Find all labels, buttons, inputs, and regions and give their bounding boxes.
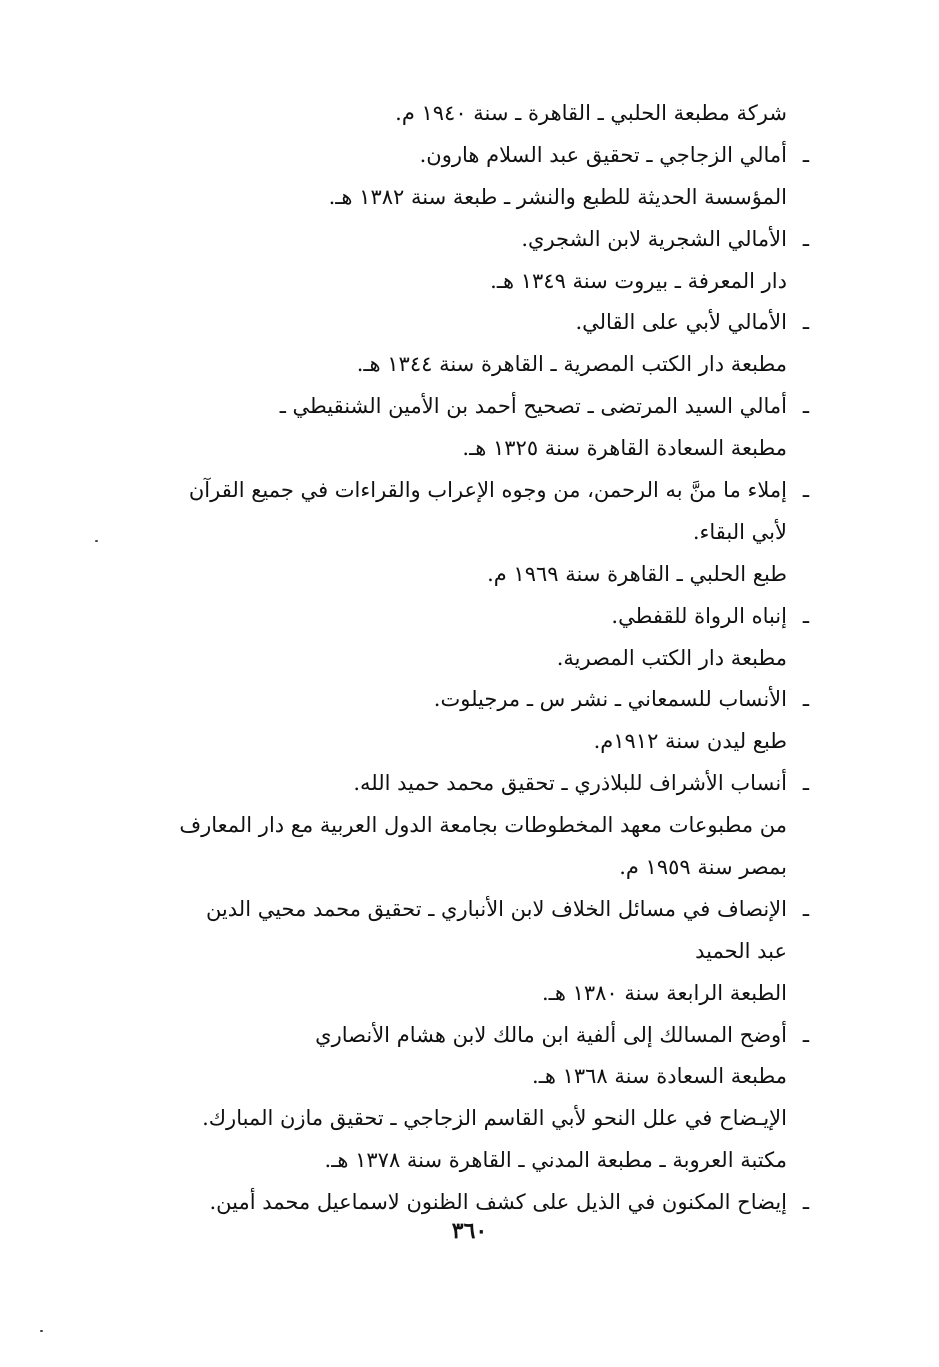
bibliography-line [119, 142, 809, 169]
bibliography-line-text: أوضح المسالك إلى ألفية ابن مالك لابن هشام الأنصاري [315, 1022, 787, 1047]
entry-dash: ـ [802, 142, 809, 167]
entry-dash: ـ [802, 226, 809, 251]
bibliography-line [119, 561, 809, 588]
entry-dash: ـ [802, 771, 809, 796]
entry-dash: ـ [802, 1022, 809, 1047]
bibliography-line-text: أنساب الأشراف للبلاذري ـ تحقيق محمد حميد الله. [353, 771, 787, 796]
bibliography-line [119, 351, 809, 378]
bibliography-line [119, 268, 809, 295]
bibliography-line-text: طبع الحلبي ـ القاهرة سنة ١٩٦٩ م. [487, 561, 787, 586]
bibliography-line [119, 645, 809, 672]
bibliography-line [119, 938, 809, 965]
bibliography-list [119, 100, 809, 1231]
bibliography-line-text: المؤسسة الحديثة للطبع والنشر ـ طبعة سنة ١٣٨٢ هـ. [328, 184, 787, 209]
bibliography-line-text: مطبعة السعادة سنة ١٣٦٨ هـ. [532, 1064, 787, 1089]
bibliography-line [119, 1105, 809, 1132]
page-number: ٣٦٠ [451, 1218, 488, 1244]
bibliography-line [119, 980, 809, 1007]
scan-speck [40, 1330, 43, 1332]
bibliography-line [119, 226, 809, 253]
bibliography-line-text: أمالي الزجاجي ـ تحقيق عبد السلام هارون. [419, 142, 787, 167]
entry-dash: ـ [802, 1190, 809, 1215]
bibliography-line [119, 100, 809, 127]
bibliography-line-text: مطبعة دار الكتب المصرية ـ القاهرة سنة ١٣٤٤ هـ. [356, 352, 787, 377]
bibliography-line [119, 812, 809, 839]
bibliography-line [119, 1022, 809, 1049]
bibliography-line [119, 184, 809, 211]
bibliography-line-text: الأنساب للسمعاني ـ نشر س ـ مرجيلوت. [433, 687, 787, 712]
bibliography-line-text: الأمالي لأبي على القالي. [575, 310, 787, 335]
entry-dash: ـ [802, 687, 809, 712]
bibliography-line-text: بمصر سنة ١٩٥٩ م. [619, 855, 787, 880]
bibliography-line-text: الطبعة الرابعة سنة ١٣٨٠ هـ. [542, 980, 787, 1005]
entry-dash: ـ [802, 896, 809, 921]
bibliography-line [119, 1147, 809, 1174]
bibliography-line-text: الإيـضاح في علل النحو لأبي القاسم الزجاجي ـ تحقيق مازن المبارك. [202, 1106, 787, 1131]
bibliography-line-text: من مطبوعات معهد المخطوطات بجامعة الدول العربية مع دار المعارف [179, 813, 787, 838]
bibliography-line [119, 728, 809, 755]
bibliography-line [119, 435, 809, 462]
bibliography-line-text: طبع ليدن سنة ١٩١٢م. [593, 729, 787, 754]
bibliography-line [119, 603, 809, 630]
bibliography-line-text: إيضاح المكنون في الذيل على كشف الظنون لاسماعيل محمد أمين. [209, 1190, 787, 1215]
bibliography-line-text: إنباه الرواة للقفطي. [611, 603, 787, 628]
bibliography-line [119, 896, 809, 923]
bibliography-line [119, 770, 809, 797]
bibliography-line-text: مطبعة السعادة القاهرة سنة ١٣٢٥ هـ. [462, 436, 787, 461]
bibliography-line [119, 854, 809, 881]
entry-dash: ـ [802, 394, 809, 419]
bibliography-line [119, 309, 809, 336]
bibliography-line [119, 477, 809, 504]
scan-speck [95, 540, 98, 542]
bibliography-line-text: مطبعة دار الكتب المصرية. [556, 645, 787, 670]
bibliography-line [119, 1189, 809, 1216]
bibliography-line-text: مكتبة العروبة ـ مطبعة المدني ـ القاهرة سنة ١٣٧٨ هـ. [324, 1148, 787, 1173]
bibliography-line-text: عبد الحميد [695, 938, 787, 963]
bibliography-line-text: الأمالي الشجرية لابن الشجري. [521, 226, 787, 251]
entry-dash: ـ [802, 478, 809, 503]
bibliography-line-text: دار المعرفة ـ بيروت سنة ١٣٤٩ هـ. [490, 268, 787, 293]
bibliography-line [119, 1063, 809, 1090]
bibliography-line [119, 519, 809, 546]
bibliography-line-text: الإنصاف في مسائل الخلاف لابن الأنباري ـ تحقيق محمد محيي الدين [205, 896, 787, 921]
bibliography-line [119, 686, 809, 713]
bibliography-line [119, 393, 809, 420]
entry-dash: ـ [802, 603, 809, 628]
bibliography-line-text: إملاء ما منَّ به الرحمن، من وجوه الإعراب والقراءات في جميع القرآن [188, 478, 787, 503]
bibliography-line-text: أمالي السيد المرتضى ـ تصحيح أحمد بن الأمين الشنقيطي ـ [279, 394, 787, 419]
entry-dash: ـ [802, 310, 809, 335]
bibliography-line-text: شركة مطبعة الحلبي ـ القاهرة ـ سنة ١٩٤٠ م. [395, 101, 787, 125]
bibliography-line-text: لأبي البقاء. [692, 519, 787, 544]
